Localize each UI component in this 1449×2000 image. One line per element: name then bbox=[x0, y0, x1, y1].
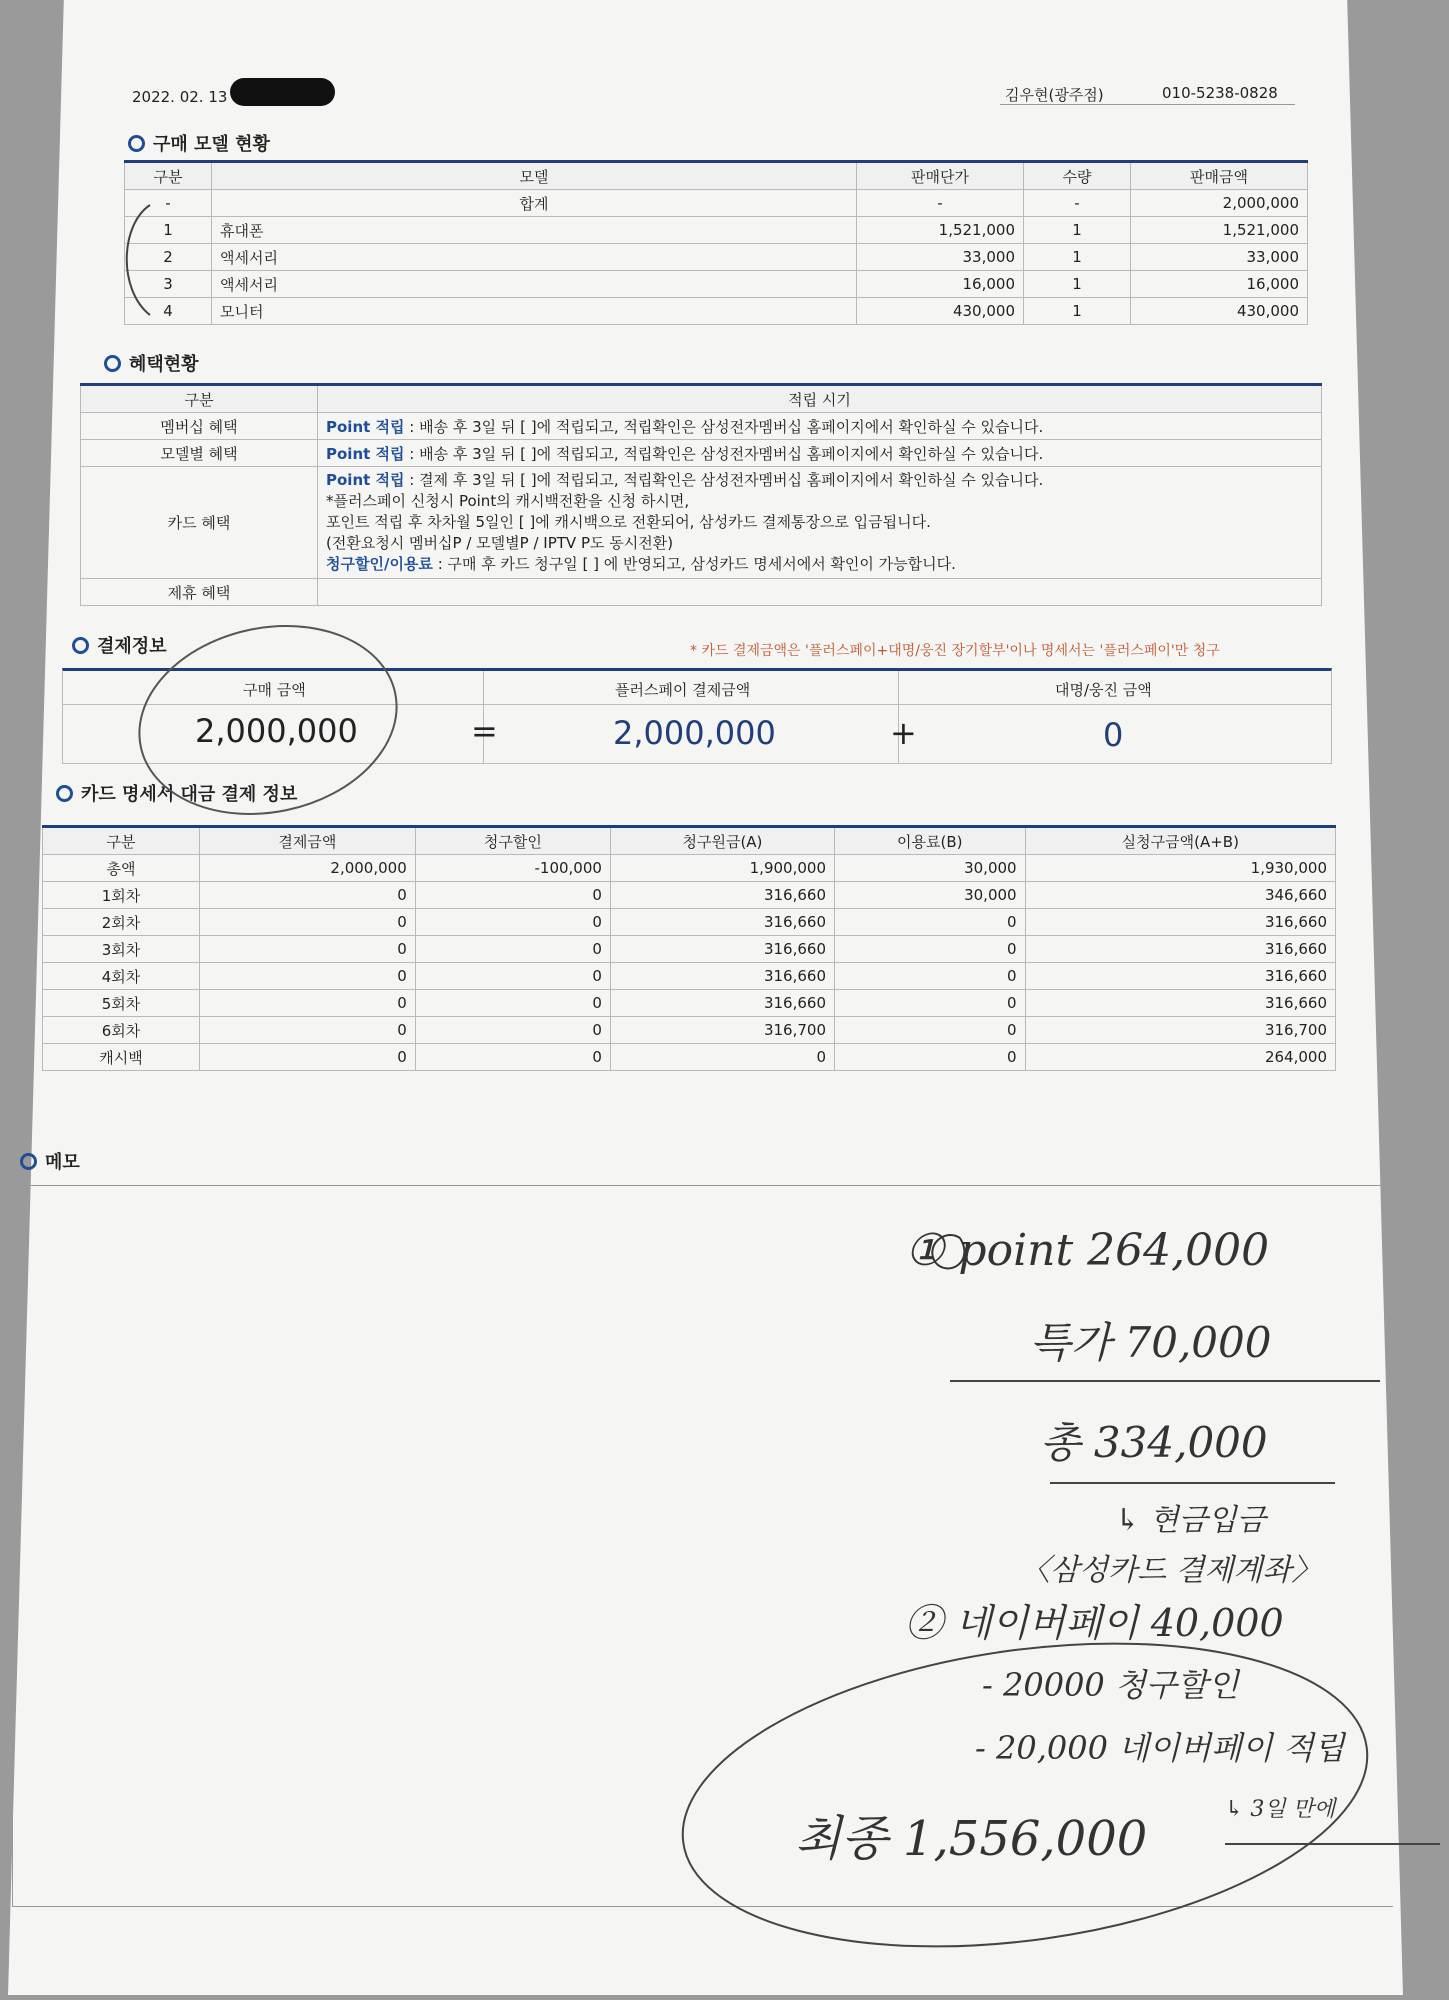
cell: 316,660 bbox=[610, 909, 834, 936]
cell: 316,660 bbox=[610, 936, 834, 963]
card-statement-title-text: 카드 명세서 대금 결제 정보 bbox=[81, 784, 298, 805]
cell: 316,660 bbox=[610, 990, 834, 1017]
memo-line-8: - 20,000 네이버페이 적립 bbox=[975, 1729, 1345, 1767]
cell: 휴대폰 bbox=[212, 217, 857, 244]
bracket-stroke bbox=[127, 205, 150, 315]
benefit-label: 모델별 혜택 bbox=[81, 440, 318, 467]
cell: 0 bbox=[200, 1017, 416, 1044]
benefit-label: 제휴 혜택 bbox=[81, 579, 318, 606]
number-circle bbox=[932, 1235, 964, 1268]
cell: 캐시백 bbox=[43, 1044, 200, 1071]
cell: 1회차 bbox=[43, 882, 200, 909]
cell: 0 bbox=[200, 1044, 416, 1071]
benefits-col-header: 적립 시기 bbox=[318, 385, 1322, 413]
discount-label: 청구할인/이용료 bbox=[326, 555, 433, 573]
cell: 1,521,000 bbox=[857, 217, 1024, 244]
purchase-col-header: 구분 bbox=[125, 162, 212, 190]
benefits-col-header: 구분 bbox=[81, 385, 318, 413]
card-col-header: 이용료(B) bbox=[834, 827, 1025, 855]
equals-sign: = bbox=[471, 712, 498, 750]
cell: 모니터 bbox=[212, 298, 857, 325]
cell: 1 bbox=[1024, 298, 1131, 325]
cell: 316,660 bbox=[1025, 990, 1335, 1017]
cell: 0 bbox=[834, 990, 1025, 1017]
cell: 16,000 bbox=[857, 271, 1024, 298]
memo-line-2: 특가 70,000 bbox=[1030, 1318, 1272, 1367]
cell: 33,000 bbox=[1131, 244, 1308, 271]
cell: 0 bbox=[610, 1044, 834, 1071]
document-date: 2022. 02. 13 bbox=[132, 88, 228, 106]
cell: 0 bbox=[834, 963, 1025, 990]
cell: - bbox=[857, 190, 1024, 217]
cell: 1 bbox=[1024, 217, 1131, 244]
cell: 3 bbox=[125, 271, 212, 298]
daemyung-amount-value: 0 bbox=[1103, 716, 1124, 754]
cell: 0 bbox=[200, 909, 416, 936]
cell: 0 bbox=[200, 963, 416, 990]
memo-line-4: ↳ 현금입금 bbox=[1115, 1503, 1266, 1538]
memo-line-1: ① point 264,000 bbox=[905, 1225, 1270, 1276]
memo-line-10: ↳ 3일 만에 bbox=[1225, 1797, 1336, 1822]
benefit-text: : 배송 후 3일 뒤 [ ]에 적립되고, 적립확인은 삼성전자멤버십 홈페이지에서 확인하실 수 있습니다. bbox=[404, 417, 1044, 436]
cell: 액세서리 bbox=[212, 244, 857, 271]
cell: 2 bbox=[125, 244, 212, 271]
cell: 0 bbox=[415, 990, 610, 1017]
memo-line-7: - 20000 청구할인 bbox=[982, 1666, 1239, 1704]
benefit-text: : 배송 후 3일 뒤 [ ]에 적립되고, 적립확인은 삼성전자멤버십 홈페이지에서 확인하실 수 있습니다. bbox=[404, 444, 1044, 463]
purchase-col-header: 모델 bbox=[212, 162, 857, 190]
cell: 33,000 bbox=[857, 244, 1024, 271]
cell: 0 bbox=[415, 963, 610, 990]
purchase-col-header: 판매단가 bbox=[857, 162, 1024, 190]
purchase-title-text: 구매 모델 현황 bbox=[153, 134, 270, 155]
cell: 합계 bbox=[212, 190, 857, 217]
cell: - bbox=[125, 190, 212, 217]
cell: 0 bbox=[200, 882, 416, 909]
memo-line-3: 총 334,000 bbox=[1040, 1418, 1268, 1467]
cell: 2,000,000 bbox=[1131, 190, 1308, 217]
cell: 0 bbox=[200, 936, 416, 963]
cell: 30,000 bbox=[834, 882, 1025, 909]
benefit-label: 멤버십 혜택 bbox=[81, 413, 318, 440]
card-col-header: 결제금액 bbox=[200, 827, 416, 855]
plus-sign: + bbox=[890, 714, 917, 752]
benefit-text: : 구매 후 카드 청구일 [ ] 에 반영되고, 삼성카드 명세서에서 확인이 가능합니다. bbox=[432, 555, 956, 573]
cell: 316,700 bbox=[610, 1017, 834, 1044]
cell: 2,000,000 bbox=[200, 855, 416, 882]
card-line: (전환요청시 멤버십P / 모델별P / IPTV P도 동시전환) bbox=[326, 534, 674, 552]
circle-mark bbox=[122, 603, 415, 837]
cell: 316,660 bbox=[1025, 936, 1335, 963]
cell: 1,930,000 bbox=[1025, 855, 1335, 882]
cell: 1,521,000 bbox=[1131, 217, 1308, 244]
seller-phone: 010-5238-0828 bbox=[1162, 84, 1278, 102]
cell: 4 bbox=[125, 298, 212, 325]
cell: 1,900,000 bbox=[610, 855, 834, 882]
cell: 316,660 bbox=[610, 882, 834, 909]
cell: 316,660 bbox=[610, 963, 834, 990]
cell: 3회차 bbox=[43, 936, 200, 963]
point-label: Point 적립 bbox=[326, 471, 405, 489]
memo-line-6: ② 네이버페이 40,000 bbox=[905, 1601, 1284, 1645]
cell: 0 bbox=[415, 909, 610, 936]
cell: 0 bbox=[834, 936, 1025, 963]
benefit-label: 카드 혜택 bbox=[81, 467, 318, 579]
cell: 430,000 bbox=[1131, 298, 1308, 325]
memo-line-9: 최종 1,556,000 bbox=[795, 1811, 1148, 1867]
benefit-text: : 결제 후 3일 뒤 [ ]에 적립되고, 적립확인은 삼성전자멤버십 홈페이지에서 확인하실 수 있습니다. bbox=[404, 471, 1044, 489]
payment-note: * 카드 결제금액은 '플러스페이+대명/웅진 장기할부'이나 명세서는 '플러스페이'만 청구 bbox=[690, 643, 1220, 659]
cell: 316,660 bbox=[1025, 963, 1335, 990]
cell: 0 bbox=[415, 936, 610, 963]
cell: 1 bbox=[1024, 244, 1131, 271]
cell: 0 bbox=[834, 1017, 1025, 1044]
pluspay-amount-value: 2,000,000 bbox=[613, 714, 776, 752]
memo-line-5: 〈삼성카드 결제계좌〉 bbox=[1020, 1553, 1322, 1588]
circle-mark bbox=[663, 1603, 1387, 1986]
cell: 0 bbox=[415, 882, 610, 909]
cell: 0 bbox=[415, 1044, 610, 1071]
cell: -100,000 bbox=[415, 855, 610, 882]
point-label: Point 적립 bbox=[326, 417, 405, 436]
cell: 316,700 bbox=[1025, 1017, 1335, 1044]
cell: 0 bbox=[834, 1044, 1025, 1071]
purchase-col-header: 판매금액 bbox=[1131, 162, 1308, 190]
card-col-header: 실청구금액(A+B) bbox=[1025, 827, 1335, 855]
cell: 316,660 bbox=[1025, 909, 1335, 936]
daemyung-amount-label: 대명/웅진 금액 bbox=[1055, 681, 1152, 699]
cell: 2회차 bbox=[43, 909, 200, 936]
pluspay-amount-label: 플러스페이 결제금액 bbox=[615, 681, 751, 699]
card-col-header: 청구원금(A) bbox=[610, 827, 834, 855]
cell: 1 bbox=[125, 217, 212, 244]
purchase-amount-label: 구매 금액 bbox=[243, 681, 306, 699]
card-line: *플러스페이 신청시 Point의 캐시백전환을 신청 하시면, bbox=[326, 492, 690, 510]
card-col-header: 청구할인 bbox=[415, 827, 610, 855]
cell: 0 bbox=[200, 990, 416, 1017]
card-line: 포인트 적립 후 차차월 5일인 [ ]에 캐시백으로 전환되어, 삼성카드 결제통장으로 입금됩니다. bbox=[326, 513, 931, 531]
cell: 0 bbox=[415, 1017, 610, 1044]
cell: 액세서리 bbox=[212, 271, 857, 298]
cell: 5회차 bbox=[43, 990, 200, 1017]
payment-title-text: 결제정보 bbox=[97, 636, 167, 657]
cell: 16,000 bbox=[1131, 271, 1308, 298]
cell: 430,000 bbox=[857, 298, 1024, 325]
purchase-col-header: 수량 bbox=[1024, 162, 1131, 190]
point-label: Point 적립 bbox=[326, 444, 405, 463]
cell: 264,000 bbox=[1025, 1044, 1335, 1071]
card-col-header: 구분 bbox=[43, 827, 200, 855]
cell: 1 bbox=[1024, 271, 1131, 298]
cell: 총액 bbox=[43, 855, 200, 882]
cell: - bbox=[1024, 190, 1131, 217]
benefits-title-text: 혜택현황 bbox=[129, 354, 199, 375]
cell: 346,660 bbox=[1025, 882, 1335, 909]
memo-title-text: 메모 bbox=[45, 1152, 80, 1173]
cell: 4회차 bbox=[43, 963, 200, 990]
purchase-amount-value: 2,000,000 bbox=[195, 712, 358, 750]
cell: 30,000 bbox=[834, 855, 1025, 882]
cell: 6회차 bbox=[43, 1017, 200, 1044]
seller-name: 김우현(광주점) bbox=[1005, 86, 1104, 104]
cell: 0 bbox=[834, 909, 1025, 936]
